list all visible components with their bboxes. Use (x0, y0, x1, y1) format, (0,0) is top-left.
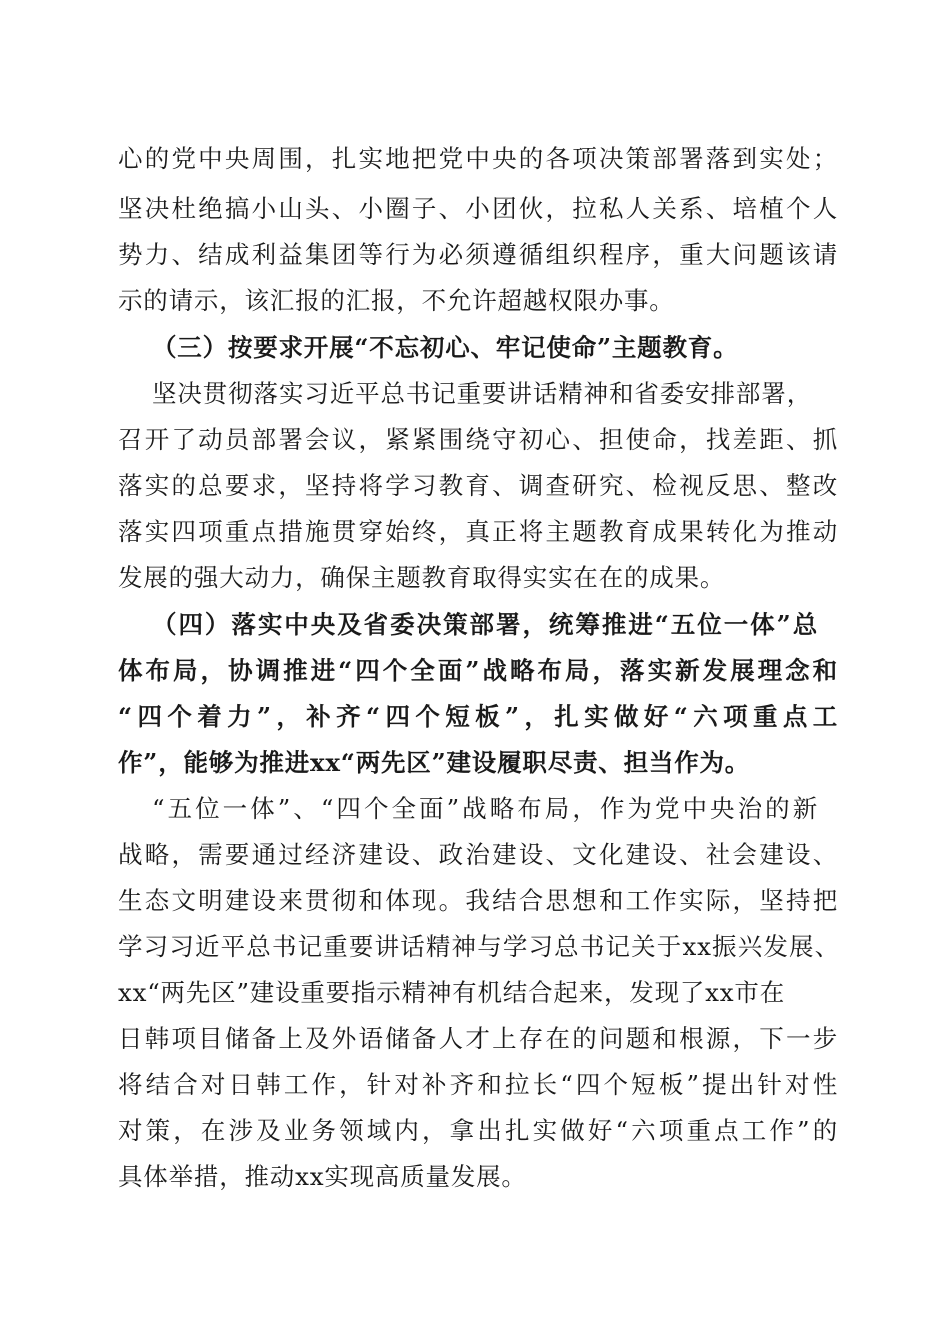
body-text-line: 日韩项目储备上及外语储备人才上存在的问题和根源，下一步 (118, 1024, 838, 1053)
body-text-line: 发展的强大动力，确保主题教育取得实实在在的成果。 (118, 563, 726, 592)
body-text-line: 落实的总要求，坚持将学习教育、调查研究、检视反思、整改 (118, 471, 838, 500)
section-heading-4-line: 作”，能够为推进xx“两先区”建设履职尽责、担当作为。 (118, 748, 751, 777)
section-heading-4: （四）落实中央及省委决策部署，统筹推进“五位一体”总 (152, 610, 818, 639)
body-text-line: 生态文明建设来贯彻和体现。我结合思想和工作实际，坚持把 (118, 886, 838, 915)
body-text-line: xx“两先区”建设重要指示精神有机结合起来，发现了xx市在 (118, 978, 786, 1007)
body-text-line: 战略，需要通过经济建设、政治建设、文化建设、社会建设、 (118, 840, 838, 869)
body-text-line: “五位一体”、“四个全面”战略布局，作为党中央治的新 (152, 794, 818, 823)
body-text-line: 坚决杜绝搞小山头、小圈子、小团伙，拉私人关系、培植个人 (118, 194, 838, 223)
body-text-line: 具体举措，推动xx实现高质量发展。 (118, 1162, 527, 1191)
body-text-line: 心的党中央周围，扎实地把党中央的各项决策部署落到实处； (118, 144, 838, 173)
body-text-line: 召开了动员部署会议，紧紧围绕守初心、担使命，找差距、抓 (118, 425, 838, 454)
section-heading-4-line: “四个着力”，补齐“四个短板”，扎实做好“六项重点工 (118, 702, 838, 731)
body-text-line: 将结合对日韩工作，针对补齐和拉长“四个短板”提出针对性 (118, 1070, 838, 1099)
body-text-line: 势力、结成利益集团等行为必须遵循组织程序，重大问题该请 (118, 240, 838, 269)
body-text-line: 学习习近平总书记重要讲话精神与学习总书记关于xx振兴发展、 (118, 932, 840, 961)
body-text-line: 对策，在涉及业务领域内，拿出扎实做好“六项重点工作”的 (118, 1116, 838, 1145)
body-text-line: 落实四项重点措施贯穿始终，真正将主题教育成果转化为推动 (118, 517, 838, 546)
section-heading-4-line: 体布局，协调推进“四个全面”战略布局，落实新发展理念和 (118, 656, 838, 685)
body-text-line: 坚决贯彻落实习近平总书记重要讲话精神和省委安排部署， (152, 379, 812, 408)
section-heading-3: （三）按要求开展“不忘初心、牢记使命”主题教育。 (152, 333, 739, 362)
body-text-line: 示的请示，该汇报的汇报，不允许超越权限办事。 (118, 286, 675, 315)
